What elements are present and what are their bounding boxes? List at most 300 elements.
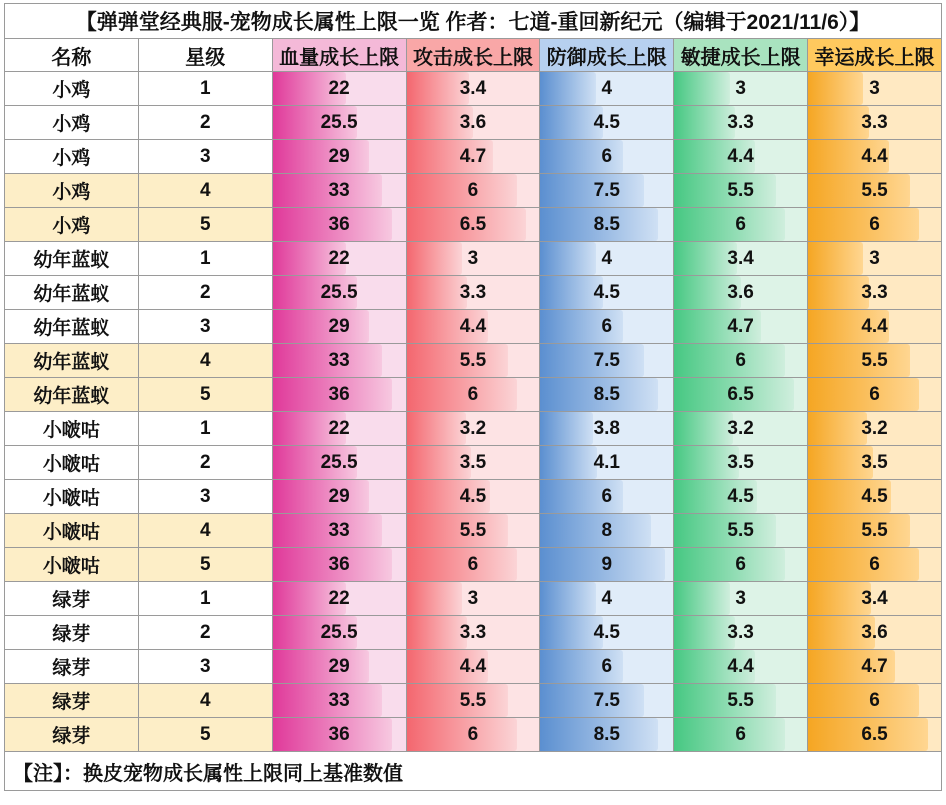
stat-value: 36 [328,723,350,745]
stat-bar-hp [273,616,406,649]
pet-name: 小啵咕 [5,548,139,582]
stat-cell-luk [808,378,942,412]
stat-cell-agi [674,548,808,582]
stat-value: 33 [328,519,350,541]
stat-value: 3 [735,587,746,609]
stat-cell-luk [808,684,942,718]
stat-value: 8.5 [593,213,620,235]
stat-value: 3.2 [727,417,754,439]
stat-cell-atk [406,548,540,582]
table-row [5,412,942,446]
pet-star: 3 [138,480,272,514]
stat-cell-def [540,208,674,242]
stat-cell-atk [406,106,540,140]
stat-value: 5.5 [459,689,487,711]
pet-star: 4 [138,514,272,548]
pet-growth-table [4,3,942,791]
table-row [5,582,942,616]
stat-value: 6 [467,383,479,405]
stat-cell-agi [674,72,808,106]
stat-cell-def [540,446,674,480]
stat-cell-atk [406,174,540,208]
stat-value: 6.5 [727,383,754,405]
pet-name: 小啵咕 [5,480,139,514]
stat-bar-atk [407,718,540,751]
stat-cell-hp [272,276,406,310]
stat-bar-luk [808,310,941,343]
stat-cell-def [540,718,674,752]
stat-bar-atk [407,72,540,105]
stat-cell-agi [674,718,808,752]
stat-bar-atk [407,446,540,479]
stat-cell-luk [808,446,942,480]
stat-cell-agi [674,344,808,378]
table-row [5,718,942,752]
pet-star: 5 [138,378,272,412]
stat-bar-luk [808,446,941,479]
stat-cell-atk [406,276,540,310]
stat-bar-agi [674,242,807,275]
stat-value: 4.5 [593,111,620,133]
stat-bar-luk [808,718,941,751]
stat-cell-atk [406,480,540,514]
stat-bar-def [540,480,673,513]
stat-value: 3 [467,247,479,269]
stat-value: 3.4 [727,247,754,269]
stat-bar-atk [407,514,540,547]
stat-value: 6 [467,553,479,575]
stat-bar-luk [808,548,941,581]
stat-cell-def [540,72,674,106]
stat-cell-hp [272,72,406,106]
pet-star: 4 [138,684,272,718]
pet-star: 1 [138,582,272,616]
pet-star: 5 [138,208,272,242]
stat-value: 3.2 [459,417,487,439]
stat-cell-hp [272,718,406,752]
stat-cell-hp [272,310,406,344]
stat-value: 22 [328,77,350,99]
note-text: 【注】：换皮宠物成长属性上限同上基准数值 [5,752,942,791]
stat-bar-hp [273,650,406,683]
stat-bar-agi [674,446,807,479]
stat-cell-def [540,140,674,174]
table-row [5,650,942,684]
stat-value: 4.5 [861,485,888,507]
stat-bar-luk [808,684,941,717]
stat-bar-def [540,276,673,309]
stat-cell-hp [272,582,406,616]
stat-cell-atk [406,412,540,446]
stat-bar-agi [674,684,807,717]
stat-bar-def [540,446,673,479]
stat-cell-atk [406,616,540,650]
stat-cell-hp [272,412,406,446]
table-row [5,174,942,208]
stat-value: 36 [328,213,350,235]
pet-star: 2 [138,446,272,480]
stat-bar-agi [674,106,807,139]
stat-value: 3.4 [459,77,487,99]
stat-value: 3.6 [459,111,487,133]
stat-bar-luk [808,106,941,139]
stat-cell-luk [808,548,942,582]
stat-bar-agi [674,650,807,683]
stat-cell-luk [808,106,942,140]
stat-bar-atk [407,582,540,615]
stat-cell-luk [808,174,942,208]
stat-value: 33 [328,349,350,371]
stat-cell-atk [406,650,540,684]
pet-star: 4 [138,344,272,378]
stat-value: 3.2 [861,417,888,439]
pet-name: 幼年蓝蚁 [5,344,139,378]
stat-value: 7.5 [593,179,620,201]
column-header-agi: 敏捷成长上限 [674,39,808,72]
stat-bar-atk [407,106,540,139]
stat-value: 36 [328,383,350,405]
stat-cell-hp [272,344,406,378]
stat-cell-def [540,276,674,310]
stat-bar-def [540,684,673,717]
stat-bar-hp [273,174,406,207]
pet-name: 幼年蓝蚁 [5,276,139,310]
stat-bar-def [540,174,673,207]
stat-bar-def [540,650,673,683]
stat-cell-def [540,650,674,684]
stat-bar-luk [808,174,941,207]
stat-bar-def [540,514,673,547]
stat-bar-luk [808,480,941,513]
stat-cell-agi [674,106,808,140]
stat-cell-hp [272,208,406,242]
stat-bar-luk [808,344,941,377]
pet-star: 5 [138,548,272,582]
stat-bar-luk [808,650,941,683]
stat-bar-def [540,344,673,377]
stat-cell-hp [272,514,406,548]
stat-bar-atk [407,616,540,649]
stat-bar-hp [273,140,406,173]
table-row [5,446,942,480]
stat-cell-agi [674,480,808,514]
pet-name: 小啵咕 [5,412,139,446]
stat-value: 6.5 [861,723,888,745]
stat-cell-hp [272,242,406,276]
stat-cell-luk [808,650,942,684]
table-row [5,514,942,548]
stat-bar-atk [407,310,540,343]
stat-value: 3.3 [727,621,754,643]
stat-bar-hp [273,208,406,241]
stat-cell-hp [272,174,406,208]
stat-value: 3.3 [459,281,487,303]
stat-bar-luk [808,582,941,615]
stat-value: 29 [328,655,350,677]
stat-value: 5.5 [861,179,888,201]
stat-cell-atk [406,446,540,480]
stat-value: 6 [735,349,746,371]
stat-cell-hp [272,616,406,650]
table-row [5,140,942,174]
pet-star: 3 [138,650,272,684]
stat-cell-luk [808,412,942,446]
stat-value: 5.5 [459,519,487,541]
stat-bar-def [540,140,673,173]
stat-value: 6 [601,145,613,167]
stat-value: 3.3 [727,111,754,133]
stat-value: 5.5 [861,349,888,371]
table-row [5,344,942,378]
stat-cell-hp [272,378,406,412]
stat-bar-hp [273,242,406,275]
stat-cell-hp [272,446,406,480]
stat-value: 4.7 [459,145,487,167]
stat-cell-luk [808,208,942,242]
stat-bar-agi [674,344,807,377]
stat-value: 4.5 [727,485,754,507]
stat-value: 5.5 [459,349,487,371]
stat-value: 4.1 [593,451,620,473]
stat-bar-hp [273,344,406,377]
table-row [5,684,942,718]
stat-cell-luk [808,344,942,378]
stat-value: 3.4 [861,587,888,609]
stat-cell-agi [674,650,808,684]
pet-name: 小鸡 [5,106,139,140]
stat-bar-luk [808,616,941,649]
stat-cell-def [540,548,674,582]
stat-value: 3.8 [593,417,620,439]
stat-bar-atk [407,480,540,513]
stat-value: 29 [328,485,350,507]
stat-value: 33 [328,689,350,711]
stat-value: 36 [328,553,350,575]
column-header-hp: 血量成长上限 [272,39,406,72]
stat-value: 4 [601,247,613,269]
stat-value: 6 [601,485,613,507]
stat-bar-agi [674,548,807,581]
stat-cell-atk [406,310,540,344]
pet-name: 小鸡 [5,72,139,106]
stat-value: 22 [328,417,350,439]
column-header-atk: 攻击成长上限 [406,39,540,72]
pet-name: 绿芽 [5,616,139,650]
stat-cell-def [540,616,674,650]
stat-value: 6 [869,213,880,235]
stat-bar-hp [273,310,406,343]
stat-cell-atk [406,582,540,616]
stat-bar-atk [407,242,540,275]
stat-bar-luk [808,412,941,445]
stat-bar-def [540,412,673,445]
stat-value: 6.5 [459,213,487,235]
stat-bar-def [540,72,673,105]
stat-value: 9 [601,553,613,575]
stat-bar-luk [808,378,941,411]
stat-cell-atk [406,72,540,106]
stat-value: 3.3 [459,621,487,643]
pet-name: 幼年蓝蚁 [5,310,139,344]
stat-value: 25.5 [320,621,358,643]
stat-value: 3 [869,77,880,99]
stat-cell-agi [674,378,808,412]
stat-cell-atk [406,242,540,276]
table-row [5,480,942,514]
stat-value: 4.7 [727,315,754,337]
stat-cell-hp [272,480,406,514]
stat-cell-def [540,242,674,276]
stat-cell-agi [674,412,808,446]
stat-value: 8 [601,519,613,541]
stat-value: 6 [735,213,746,235]
stat-value: 29 [328,315,350,337]
pet-name: 绿芽 [5,718,139,752]
stat-bar-hp [273,378,406,411]
stat-value: 8.5 [593,383,620,405]
stat-cell-agi [674,242,808,276]
stat-cell-agi [674,616,808,650]
stat-value: 4.5 [459,485,487,507]
pet-name: 小鸡 [5,174,139,208]
stat-cell-luk [808,718,942,752]
stat-value: 6 [869,553,880,575]
stat-bar-agi [674,174,807,207]
pet-star: 3 [138,310,272,344]
stat-cell-luk [808,242,942,276]
stat-cell-def [540,378,674,412]
stat-value: 3.6 [727,281,754,303]
stat-cell-luk [808,140,942,174]
stat-bar-atk [407,276,540,309]
stat-value: 6 [467,179,479,201]
table-row [5,106,942,140]
stat-cell-agi [674,174,808,208]
stat-bar-luk [808,208,941,241]
stat-cell-def [540,174,674,208]
table-row [5,208,942,242]
stat-value: 3.5 [861,451,888,473]
stat-bar-hp [273,72,406,105]
stat-value: 4.5 [593,281,620,303]
stat-bar-def [540,378,673,411]
table-row [5,378,942,412]
stat-cell-def [540,344,674,378]
stat-value: 4.7 [861,655,888,677]
stat-bar-agi [674,310,807,343]
stat-value: 3 [869,247,880,269]
stat-cell-atk [406,378,540,412]
stat-cell-atk [406,684,540,718]
stat-value: 4.4 [727,145,754,167]
stat-cell-def [540,106,674,140]
stat-bar-agi [674,140,807,173]
stat-value: 8.5 [593,723,620,745]
stat-value: 6 [869,689,880,711]
pet-name: 幼年蓝蚁 [5,242,139,276]
stat-value: 5.5 [727,179,754,201]
pet-name: 幼年蓝蚁 [5,378,139,412]
stat-bar-atk [407,650,540,683]
table-body [5,4,942,791]
stat-cell-def [540,480,674,514]
stat-cell-luk [808,582,942,616]
stat-value: 3 [467,587,479,609]
pet-name: 小啵咕 [5,446,139,480]
stat-cell-def [540,412,674,446]
stat-cell-luk [808,616,942,650]
stat-bar-hp [273,276,406,309]
stat-value: 6 [601,315,613,337]
stat-value: 3.3 [861,281,888,303]
stat-bar-hp [273,684,406,717]
stat-cell-agi [674,514,808,548]
stat-bar-hp [273,480,406,513]
stat-bar-luk [808,140,941,173]
stat-cell-agi [674,140,808,174]
page-title: 【弹弹堂经典服-宠物成长属性上限一览 作者：七道-重回新纪元（编辑于2021/11/6）】 [5,4,942,39]
table-row [5,310,942,344]
stat-cell-atk [406,344,540,378]
stat-value: 6 [735,553,746,575]
column-header-name: 名称 [5,39,139,72]
stat-cell-hp [272,650,406,684]
note-row [5,752,942,791]
stat-cell-atk [406,514,540,548]
stat-cell-def [540,514,674,548]
stat-bar-atk [407,378,540,411]
stat-bar-hp [273,582,406,615]
pet-star: 4 [138,174,272,208]
pet-name: 小鸡 [5,208,139,242]
stat-bar-agi [674,412,807,445]
stat-cell-atk [406,718,540,752]
pet-star: 1 [138,72,272,106]
stat-value: 4 [601,77,613,99]
stat-bar-def [540,106,673,139]
stat-bar-def [540,310,673,343]
stat-cell-atk [406,208,540,242]
stat-value: 22 [328,247,350,269]
pet-name: 绿芽 [5,582,139,616]
pet-star: 2 [138,616,272,650]
stat-bar-agi [674,378,807,411]
stat-value: 6 [601,655,613,677]
pet-star: 2 [138,106,272,140]
pet-name: 绿芽 [5,650,139,684]
pet-star: 3 [138,140,272,174]
stat-bar-atk [407,344,540,377]
stat-bar-atk [407,140,540,173]
stat-value: 4.4 [459,315,487,337]
stat-cell-luk [808,276,942,310]
stat-value: 3.6 [861,621,888,643]
stat-value: 22 [328,587,350,609]
table-row [5,548,942,582]
pet-name: 小鸡 [5,140,139,174]
stat-bar-hp [273,718,406,751]
title-row [5,4,942,39]
stat-bar-hp [273,446,406,479]
pet-star: 1 [138,412,272,446]
column-header-star: 星级 [138,39,272,72]
table-row [5,276,942,310]
table-row [5,72,942,106]
stat-cell-agi [674,446,808,480]
stat-cell-agi [674,208,808,242]
pet-star: 1 [138,242,272,276]
stat-value: 3.5 [727,451,754,473]
